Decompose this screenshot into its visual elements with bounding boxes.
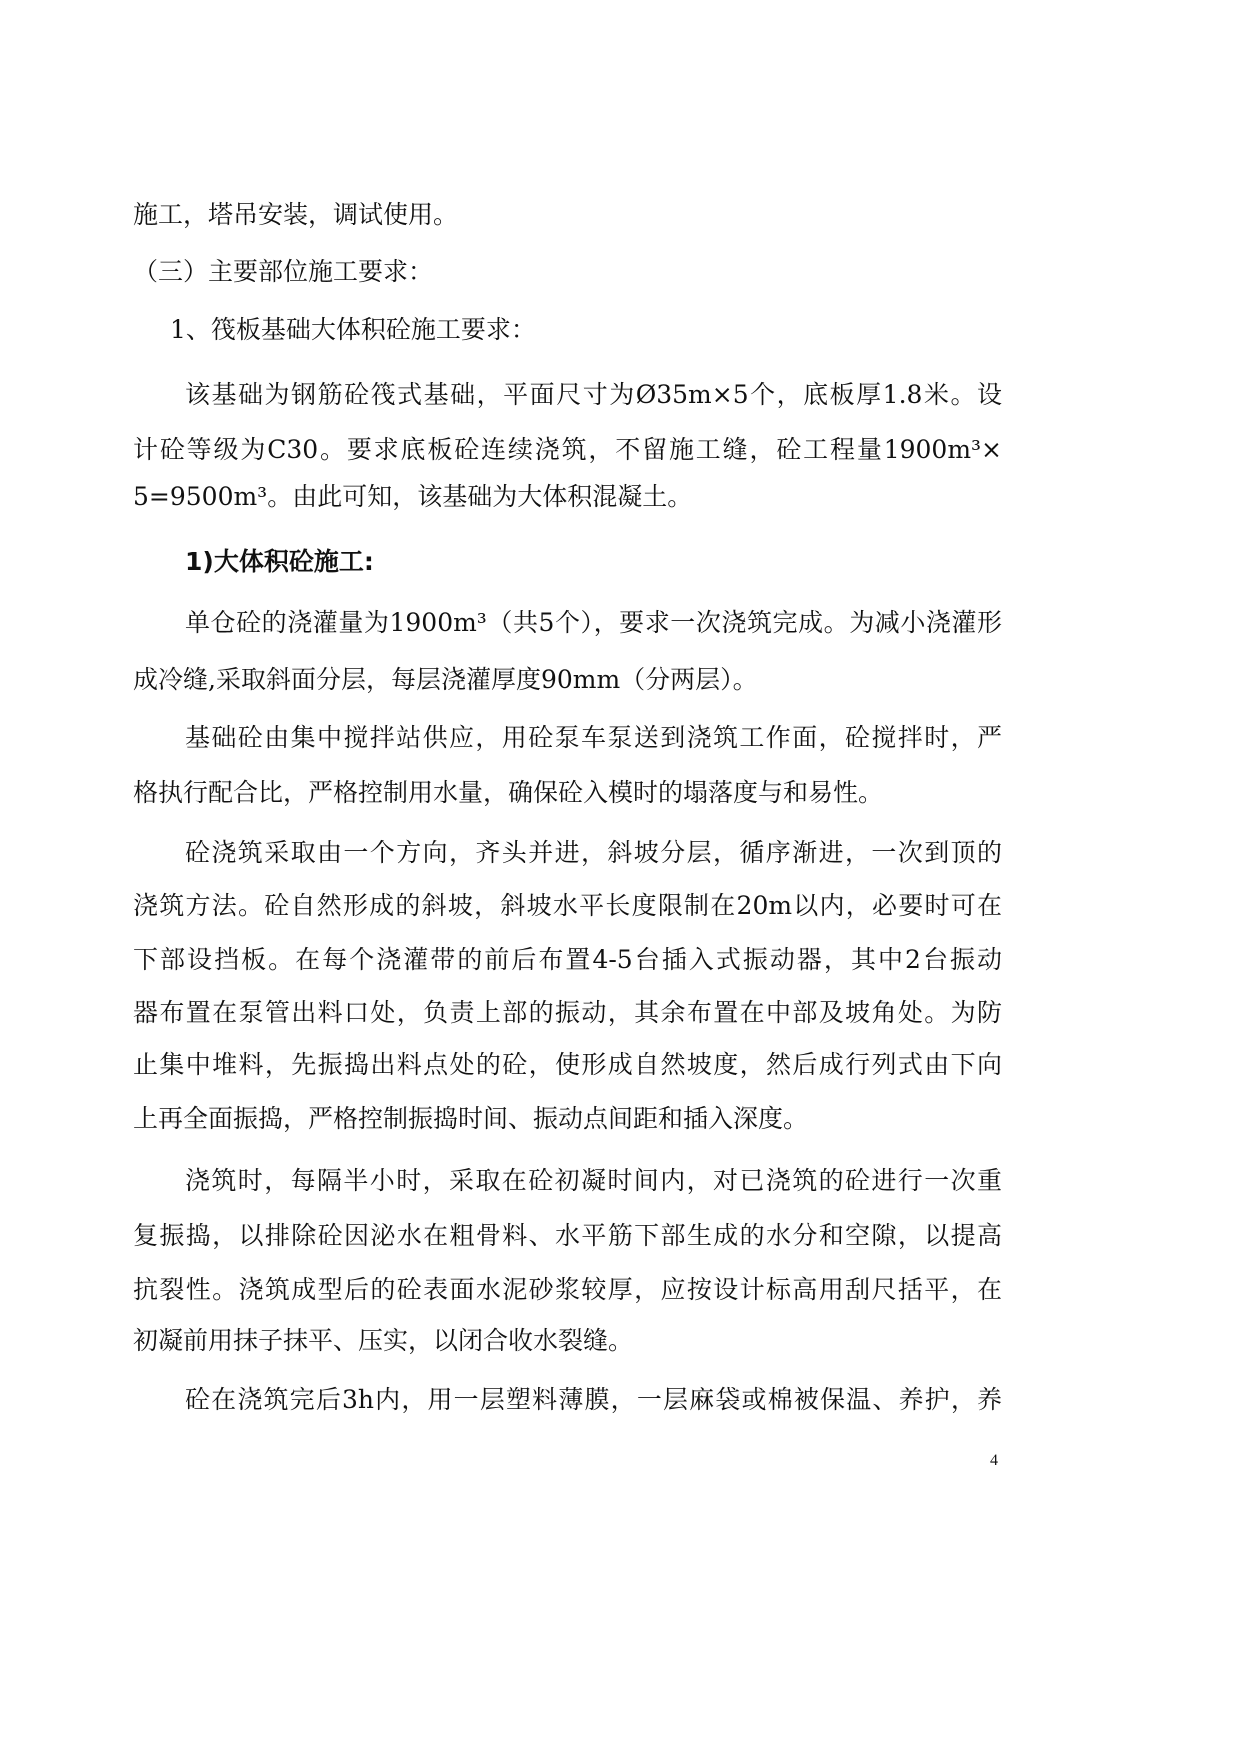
text-line: 浇筑时，每隔半小时，采取在砼初凝时间内，对已浇筑的砼进行一次重: [185, 1166, 1002, 1195]
text-line: 止集中堆料，先振捣出料点处的砼，使形成自然坡度，然后成行列式由下向: [133, 1050, 1002, 1079]
text-line: 施工，塔吊安装，调试使用。: [133, 200, 459, 229]
text-line: 初凝前用抹子抹平、压实，以闭合收水裂缝。: [133, 1326, 634, 1355]
text-line: 格执行配合比，严格控制用水量，确保砼入模时的塌落度与和易性。: [133, 778, 884, 807]
text-line: 下部设挡板。在每个浇灌带的前后布置4-5台插入式振动器，其中2台振动: [133, 945, 1002, 974]
text-line: 单仓砼的浇灌量为1900m³（共5个），要求一次浇筑完成。为减小浇灌形: [185, 608, 1002, 637]
text-line: 5=9500m³。由此可知，该基础为大体积混凝土。: [133, 482, 693, 511]
text-line: 砼浇筑采取由一个方向，齐头并进，斜坡分层，循序渐进，一次到顶的: [185, 838, 1002, 867]
text-line: 砼在浇筑完后3h内，用一层塑料薄膜，一层麻袋或棉被保温、养护，养: [185, 1385, 1002, 1414]
text-line: 成冷缝,采取斜面分层，每层浇灌厚度90mm（分两层）。: [133, 665, 758, 694]
text-line: 浇筑方法。砼自然形成的斜坡，斜坡水平长度限制在20m以内，必要时可在: [133, 891, 1002, 920]
text-line: 计砼等级为C30。要求底板砼连续浇筑，不留施工缝，砼工程量1900m³×: [133, 435, 1002, 464]
text-line: 基础砼由集中搅拌站供应，用砼泵车泵送到浇筑工作面，砼搅拌时，严: [185, 723, 1002, 752]
text-line: 该基础为钢筋砼筏式基础，平面尺寸为Ø35m×5个，底板厚1.8米。设: [185, 380, 1002, 409]
subsection-heading: 1、筏板基础大体积砼施工要求：: [170, 315, 536, 344]
page-number: 4: [990, 1452, 998, 1469]
text-line: 复振捣，以排除砼因泌水在粗骨料、水平筋下部生成的水分和空隙，以提高: [133, 1221, 1002, 1250]
subsection-heading-bold: 1)大体积砼施工:: [185, 547, 374, 576]
section-heading: （三）主要部位施工要求：: [133, 257, 434, 286]
text-line: 器布置在泵管出料口处，负责上部的振动，其余布置在中部及坡角处。为防: [133, 998, 1002, 1027]
text-line: 上再全面振捣，严格控制振捣时间、振动点间距和插入深度。: [133, 1104, 809, 1133]
text-line: 抗裂性。浇筑成型后的砼表面水泥砂浆较厚，应按设计标高用刮尺括平，在: [133, 1275, 1002, 1304]
